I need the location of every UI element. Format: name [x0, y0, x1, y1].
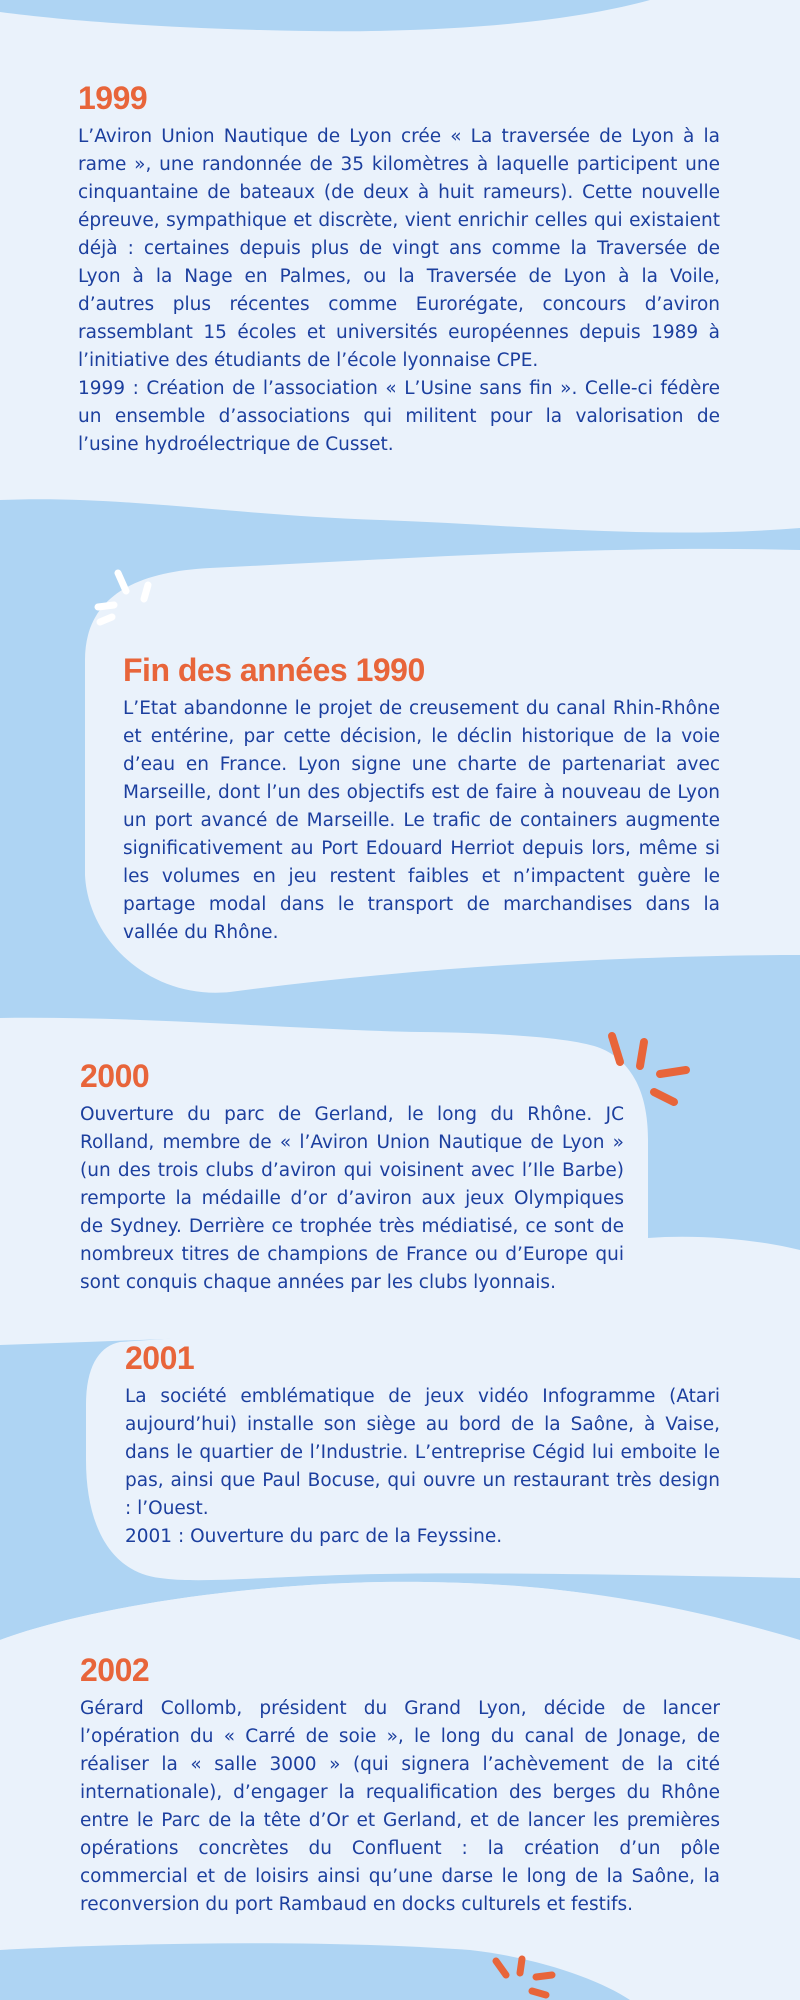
section-paragraph: L’Etat abandonne le projet de creusement du canal Rhin-Rhône et entérine, par cette décision, le déclin historique de la voie d’eau en France. Lyon signe une charte de partenariat avec Marseille, dont l’un des objectifs est de faire à nouveau de Lyon un port avancé de Marseille. Le trafic de containers augmente significativement au Port Edouard Herriot depuis lors, même si les volumes en jeu restent faibles et n’impactent guère le partage modal dans le transport de marchandises dans la vallée du Rhône.: [123, 697, 720, 943]
section-1999: [78, 80, 720, 459]
top-wave: [0, 0, 650, 31]
section-paragraph: L’Aviron Union Nautique de Lyon crée « La traversée de Lyon à la rame », une randonnée de 35 kilomètres à laquelle participent une cinquantaine de bateaux (de deux à huit rameurs). Cette nouvelle épreuve, sympathique et discrète, vient enrichir celles qui existaient déjà : certaines depuis plus de vingt ans comme la Traversée de Lyon à la Nage en Palmes, ou la Traversée de Lyon à la Voile, d’autres plus récentes comme Eurorégate, concours d’aviron rassemblant 15 écoles et universités européennes depuis 1989 à l’initiative des étudiants de l’école lyonnaise CPE.: [78, 125, 720, 371]
section-year-heading: Fin des années 1990: [123, 652, 425, 688]
sparkle-decoration-white: [86, 565, 156, 635]
section-paragraph: Ouverture du parc de Gerland, le long du Rhône. JC Rolland, membre de « l’Aviron Union Nautique de Lyon » (un des trois clubs d’aviron qui voisinent avec l’Ile Barbe) remporte la médaille d’or d’aviron aux jeux Olympiques de Sydney. Derrière ce trophée très médiatisé, ce sont de nombreux titres de champions de France ou d’Europe qui sont conquis chaque années par les clubs lyonnais.: [80, 1103, 624, 1293]
section-late-1990s: [123, 652, 720, 947]
section-2000: [80, 1058, 624, 1297]
section-2001: [125, 1340, 720, 1551]
section-year-heading: 2001: [125, 1340, 195, 1376]
section-year-heading: 2002: [80, 1652, 150, 1688]
section-paragraph: 1999 : Création de l’association « L’Usine sans fin ». Celle-ci fédère un ensemble d’associations qui militent pour la valorisation de l’usine hydroélectrique de Cusset.: [78, 377, 720, 455]
section-paragraph: 2001 : Ouverture du parc de la Feyssine.: [125, 1525, 503, 1547]
section-2002: [80, 1652, 720, 1919]
section-paragraph: Gérard Collomb, président du Grand Lyon, décide de lancer l’opération du « Carré de soie », le long du canal de Jonage, de réaliser la « salle 3000 » (qui signera l’achèvement de la cité internationale), d’engager la requalification des berges du Rhône entre le Parc de la tête d’Or et Gerland, et de lancer les premières opérations concrètes du Confluent : la création d’un pôle commercial et de loisirs ainsi qu’une darse le long de la Saône, la reconversion du port Rambaud en docks culturels et festifs.: [80, 1697, 720, 1915]
sparkle-decoration-orange-bottom: [488, 1955, 558, 2000]
section-paragraph: La société emblématique de jeux vidéo Infogramme (Atari aujourd’hui) installe son siège au bord de la Saône, à Vaise, dans le quartier de l’Industrie. L’entreprise Cégid lui emboite le pas, ainsi que Paul Bocuse, qui ouvre un restaurant très design : l’Ouest.: [125, 1385, 720, 1519]
section-year-heading: 1999: [78, 80, 148, 116]
section-year-heading: 2000: [80, 1058, 150, 1094]
